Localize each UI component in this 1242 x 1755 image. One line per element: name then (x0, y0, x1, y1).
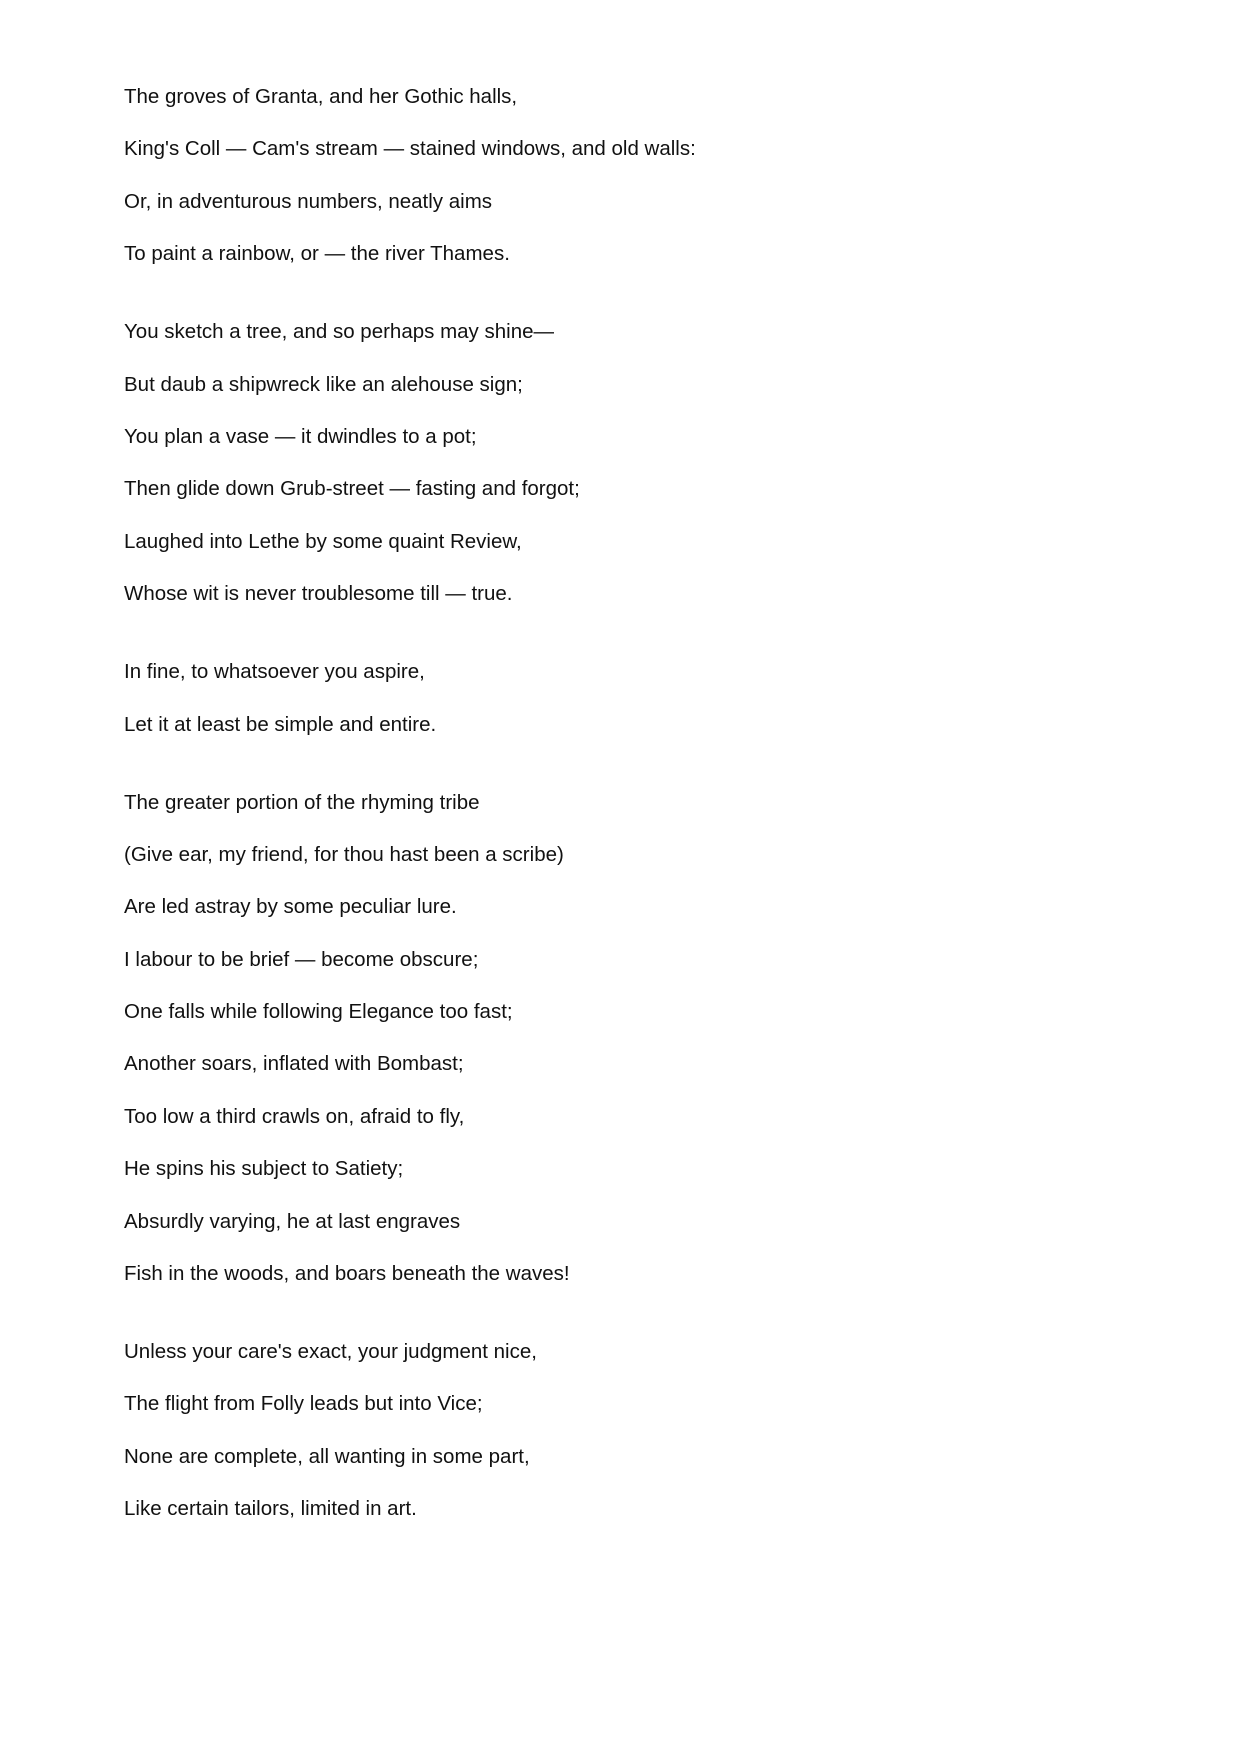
stanza-1 (124, 84, 1124, 267)
verse-line: None are complete, all wanting in some part, (124, 1444, 530, 1468)
verse-line: The groves of Granta, and her Gothic halls, (124, 85, 518, 108)
verse-line: Let it at least be simple and entire. (124, 712, 437, 736)
verse-line: Too low a third crawls on, afraid to fly, (124, 1104, 465, 1128)
stanza-3 (124, 659, 1124, 737)
verse-line: Absurdly varying, he at last engraves (124, 1209, 461, 1233)
stanza-2 (124, 319, 1124, 607)
verse-line: Laughed into Lethe by some quaint Review, (124, 529, 522, 553)
verse-line: (Give ear, my friend, for thou hast been a scribe) (124, 842, 564, 866)
verse-line: Or, in adventurous numbers, neatly aims (124, 189, 493, 213)
verse-line: Are led astray by some peculiar lure. (124, 895, 457, 919)
verse-line: The greater portion of the rhyming tribe (124, 790, 480, 814)
verse-line: But daub a shipwreck like an alehouse sign; (124, 372, 523, 396)
verse-line: To paint a rainbow, or — the river Thames. (124, 242, 510, 266)
verse-line: One falls while following Elegance too fast; (124, 1000, 513, 1024)
stanza-4 (124, 790, 1124, 1288)
verse-line: The flight from Folly leads but into Vice; (124, 1392, 483, 1416)
verse-line: Unless your care's exact, your judgment nice, (124, 1340, 537, 1364)
poem-page (124, 84, 1124, 1574)
verse-line: Another soars, inflated with Bombast; (124, 1052, 464, 1076)
verse-line: I labour to be brief — become obscure; (124, 947, 479, 971)
verse-line: You sketch a tree, and so perhaps may shine— (124, 320, 554, 344)
verse-line: Fish in the woods, and boars beneath the waves! (124, 1262, 570, 1286)
verse-line: In fine, to whatsoever you aspire, (124, 660, 425, 684)
stanza-5 (124, 1339, 1124, 1522)
verse-line: He spins his subject to Satiety; (124, 1157, 404, 1181)
verse-line: Then glide down Grub-street — fasting and forgot; (124, 477, 580, 501)
verse-line: Whose wit is never troublesome till — true. (124, 582, 513, 606)
verse-line: King's Coll — Cam's stream — stained windows, and old walls: (124, 137, 696, 161)
verse-line: You plan a vase — it dwindles to a pot; (124, 424, 477, 448)
verse-line: Like certain tailors, limited in art. (124, 1497, 417, 1521)
